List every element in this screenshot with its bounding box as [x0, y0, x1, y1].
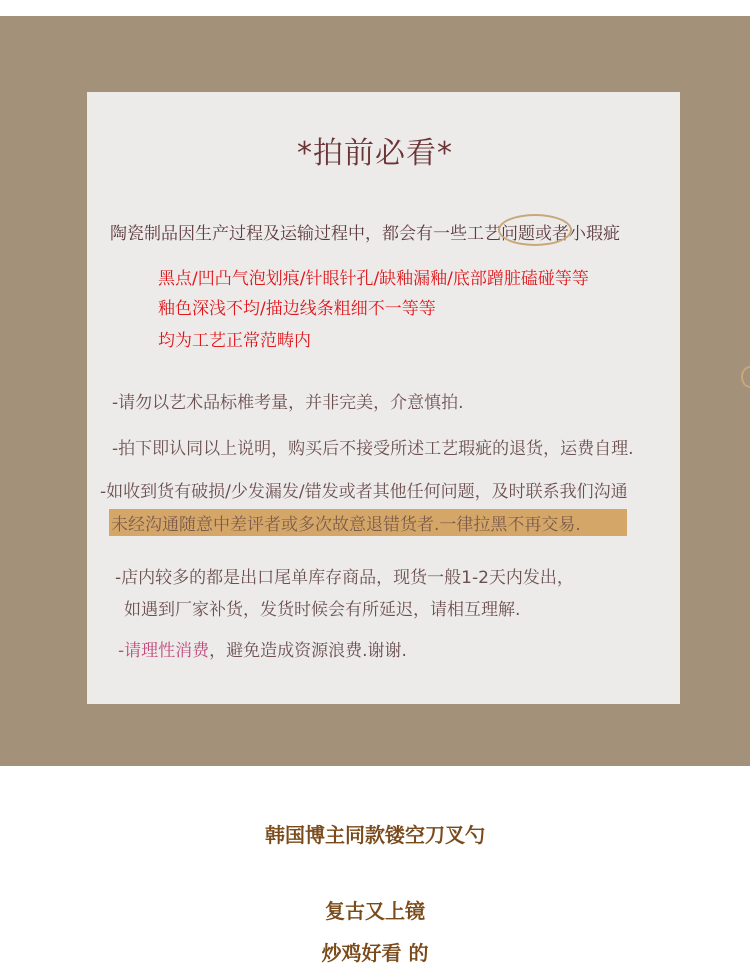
note-line-2: -拍下即认同以上说明，购买后不接受所述工艺瑕疵的退货，运费自理. — [112, 439, 634, 459]
note-line-5: -店内较多的都是出口尾单库存商品，现货一般1-2天内发出， — [115, 568, 574, 588]
closing-prefix: -请理性消费 — [118, 641, 210, 661]
product-line-1: 韩国博主同款镂空刀叉勺 — [265, 823, 485, 847]
note-line-1: -请勿以艺术品标椎考量，并非完美，介意慎拍. — [112, 393, 464, 413]
defect-line-1: 黑点/凹凸气泡划痕/针眼针孔/缺釉漏釉/底部蹭脏磕碰等等 — [158, 269, 589, 289]
defect-line-2: 釉色深浅不均/描边线条粗细不一等等 — [158, 299, 436, 319]
note-line-3: -如收到货有破损/少发漏发/错发或者其他任何问题，及时联系我们沟通 — [100, 482, 628, 502]
note-line-6: 如遇到厂家补货，发货时候会有所延迟，请相互理解. — [124, 600, 521, 620]
top-strip — [0, 0, 750, 16]
closing-suffix: ，避免造成资源浪费.谢谢. — [209, 641, 407, 661]
closing-line — [118, 636, 407, 661]
defect-line-3: 均为工艺正常范畴内 — [158, 331, 311, 351]
notice-intro: 陶瓷制品因生产过程及运输过程中，都会有一些工艺问题或者小瑕疵 — [110, 224, 620, 244]
product-line-3: 炒鸡好看 的 — [321, 941, 429, 965]
note-line-4: 未经沟通随意中差评者或多次故意退错货者.一律拉黑不再交易. — [111, 515, 581, 535]
circle-annotation — [498, 214, 572, 246]
notice-title: *拍前必看* — [297, 136, 453, 171]
product-line-2: 复古又上镜 — [325, 899, 425, 923]
